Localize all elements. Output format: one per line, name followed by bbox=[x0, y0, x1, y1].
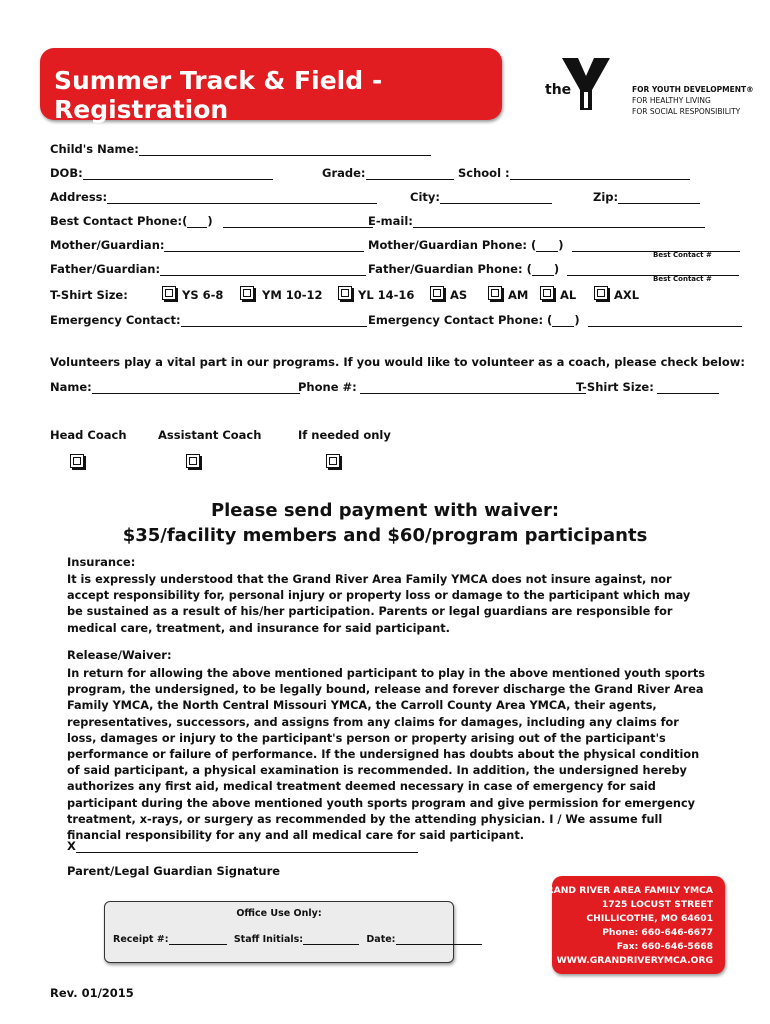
emergency-contact-label: Emergency Contact: bbox=[50, 313, 181, 327]
zip-field[interactable] bbox=[618, 191, 700, 204]
size-yl-label: YL 14-16 bbox=[358, 288, 415, 302]
grade-field[interactable] bbox=[366, 167, 454, 180]
staff-initials-field[interactable] bbox=[303, 934, 359, 945]
size-al-checkbox[interactable] bbox=[540, 286, 554, 300]
child-name-label: Child's Name: bbox=[50, 142, 139, 156]
release-heading: Release/Waiver: bbox=[67, 648, 172, 662]
address-label: Address: bbox=[50, 190, 108, 204]
best-contact-note: Best Contact # bbox=[653, 251, 712, 259]
size-ym-checkbox[interactable] bbox=[240, 286, 254, 300]
volunteer-name-row bbox=[50, 380, 300, 394]
insurance-heading: Insurance: bbox=[67, 555, 136, 569]
size-yl-checkbox[interactable] bbox=[338, 286, 352, 300]
signature-field[interactable] bbox=[76, 840, 418, 853]
insurance-text: It is expressly understood that the Grand River Area Family YMCA does not insure against, nor accept responsibility for, personal injury or property loss or damage to the participant which may be sustained as a result of his/her participation. Parents or legal guardians are responsible for medical care, treatment, and insurance for said participant. bbox=[67, 573, 691, 635]
signature-row bbox=[67, 839, 418, 853]
mother-phone-label: Mother/Guardian Phone: ( bbox=[368, 238, 537, 252]
size-as-label: AS bbox=[450, 288, 468, 302]
date-field[interactable] bbox=[396, 934, 482, 945]
paren-close: ) bbox=[207, 214, 213, 228]
emergency-phone-label: Emergency Contact Phone: ( bbox=[368, 313, 553, 327]
email-label: E-mail: bbox=[368, 214, 413, 228]
office-fields bbox=[113, 934, 482, 945]
father-field[interactable] bbox=[160, 263, 366, 276]
contact-street: 1725 LOCUST STREET bbox=[601, 899, 713, 910]
contact-fax: Fax: 660-646-5668 bbox=[616, 941, 713, 952]
size-axl-checkbox[interactable] bbox=[594, 286, 608, 300]
size-am-label: AM bbox=[508, 288, 529, 302]
size-ym-label: YM 10-12 bbox=[262, 288, 323, 302]
best-contact-label: Best Contact Phone:( bbox=[50, 214, 188, 228]
signature-label: Parent/Legal Guardian Signature bbox=[67, 864, 281, 878]
best-contact-row bbox=[50, 214, 373, 228]
office-use-title: Office Use Only: bbox=[236, 908, 322, 919]
volunteer-tshirt-label: T-Shirt Size: bbox=[576, 380, 654, 394]
head-coach-checkbox[interactable] bbox=[70, 454, 84, 468]
mother-area-code[interactable] bbox=[536, 239, 558, 252]
signature-x: X bbox=[67, 839, 76, 853]
father-phone-row bbox=[368, 262, 739, 276]
zip-row bbox=[593, 190, 700, 204]
mother-row bbox=[50, 238, 364, 252]
mother-field[interactable] bbox=[164, 239, 364, 252]
receipt-label: Receipt #: bbox=[113, 934, 169, 945]
emergency-contact-row bbox=[50, 313, 367, 327]
dob-field[interactable] bbox=[83, 167, 273, 180]
contact-website[interactable]: WWW.GRANDRIVERYMCA.ORG bbox=[556, 955, 713, 966]
zip-label: Zip: bbox=[593, 190, 619, 204]
address-row bbox=[50, 190, 377, 204]
revision-label: Rev. 01/2015 bbox=[50, 986, 134, 1000]
volunteer-name-label: Name: bbox=[50, 380, 92, 394]
volunteer-intro: Volunteers play a vital part in our programs. If you would like to volunteer as a coach, please check below: bbox=[50, 355, 745, 369]
emergency-phone-row bbox=[368, 313, 742, 327]
date-label: Date: bbox=[366, 934, 396, 945]
volunteer-name-field[interactable] bbox=[92, 381, 300, 394]
paren-close: ) bbox=[574, 313, 580, 327]
child-name-row bbox=[50, 142, 431, 156]
volunteer-phone-field[interactable] bbox=[360, 381, 586, 394]
father-row bbox=[50, 262, 366, 276]
payment-amounts: $35/facility members and $60/program participants bbox=[122, 525, 648, 546]
school-label: School : bbox=[458, 166, 510, 180]
title-banner bbox=[40, 48, 502, 124]
tshirt-size-label: T-Shirt Size: bbox=[50, 288, 128, 302]
child-name-field[interactable] bbox=[139, 143, 431, 156]
volunteer-tshirt-field[interactable] bbox=[657, 381, 719, 394]
address-field[interactable] bbox=[107, 191, 377, 204]
grade-label: Grade: bbox=[322, 166, 366, 180]
size-am-checkbox[interactable] bbox=[488, 286, 502, 300]
city-row bbox=[410, 190, 552, 204]
payment-heading: Please send payment with waiver: bbox=[210, 500, 560, 521]
contact-city: CHILLICOTHE, MO 64601 bbox=[586, 913, 713, 924]
contact-org-name: GRAND RIVER AREA FAMILY YMCA bbox=[539, 885, 713, 896]
logo-the-text: the bbox=[545, 82, 572, 98]
tagline-line: FOR HEALTHY LIVING bbox=[632, 96, 711, 105]
size-ys-label: YS 6-8 bbox=[182, 288, 224, 302]
dob-label: DOB: bbox=[50, 166, 83, 180]
role-head-coach-label: Head Coach bbox=[50, 428, 127, 442]
mother-phone-row bbox=[368, 238, 740, 252]
father-label: Father/Guardian: bbox=[50, 262, 161, 276]
mother-label: Mother/Guardian: bbox=[50, 238, 165, 252]
emergency-phone-field[interactable] bbox=[588, 314, 742, 327]
size-axl-label: AXL bbox=[614, 288, 640, 302]
release-text: In return for allowing the above mentioned participant to play in the above mentioned youth sports program, the undersigned, to be legally bound, release and forever discharge the Grand River Area Family YMCA, the North Central Missouri YMCA, the Carroll County Area YMCA, their agents, representatives, successors, and assigns from any claims for damages, including any claims for loss, damages or injury to the participant's person or property arising out of the participant's performance or failure of performance. If the undersigned has doubts about the physical condition of said participant, a physical examination is recommended. In addition, the undersigned hereby authorizes any first aid, medical treatment deemed necessary in case of emergency for said participant during the above mentioned youth sports program and give permission for emergency treatment, x-rays, or surgery as recommended by the attending physician. I / We assume full financial responsibility for any and all medical care for said participant. bbox=[67, 667, 705, 843]
grade-row bbox=[322, 166, 454, 180]
assistant-coach-checkbox[interactable] bbox=[186, 454, 200, 468]
receipt-field[interactable] bbox=[169, 934, 227, 945]
ymca-contact-box bbox=[539, 876, 725, 974]
city-label: City: bbox=[410, 190, 440, 204]
size-as-checkbox[interactable] bbox=[430, 286, 444, 300]
form-title: Summer Track & Field -Registration bbox=[54, 66, 383, 124]
size-al-label: AL bbox=[560, 288, 577, 302]
email-field[interactable] bbox=[413, 215, 705, 228]
ymca-y-logo-icon bbox=[560, 56, 612, 112]
tagline-line: FOR SOCIAL RESPONSIBILITY bbox=[632, 107, 741, 116]
staff-initials-label: Staff Initials: bbox=[233, 934, 304, 945]
volunteer-phone-label: Phone #: bbox=[298, 380, 357, 394]
size-ys-checkbox[interactable] bbox=[162, 286, 176, 300]
office-use-box bbox=[104, 901, 454, 963]
city-field[interactable] bbox=[440, 191, 552, 204]
dob-row bbox=[50, 166, 273, 180]
school-field[interactable] bbox=[510, 167, 690, 180]
if-needed-checkbox[interactable] bbox=[326, 454, 340, 468]
father-area-code[interactable] bbox=[532, 263, 554, 276]
best-contact-note: Best Contact # bbox=[653, 275, 712, 283]
role-assistant-coach-label: Assistant Coach bbox=[158, 428, 262, 442]
role-if-needed-label: If needed only bbox=[298, 428, 391, 442]
paren-close: ) bbox=[558, 238, 564, 252]
paren-close: ) bbox=[553, 262, 560, 276]
email-row bbox=[368, 214, 705, 228]
ymca-tagline bbox=[632, 84, 754, 117]
emergency-area-code[interactable] bbox=[552, 314, 574, 327]
father-phone-label: Father/Guardian Phone: ( bbox=[368, 262, 532, 276]
school-row bbox=[458, 166, 690, 180]
best-contact-phone-field[interactable] bbox=[223, 215, 373, 228]
contact-phone: Phone: 660-646-6677 bbox=[602, 927, 713, 938]
volunteer-phone-row bbox=[298, 380, 586, 394]
tagline-line: FOR YOUTH DEVELOPMENT® bbox=[632, 85, 754, 94]
emergency-contact-field[interactable] bbox=[181, 314, 367, 327]
best-contact-area-code[interactable] bbox=[187, 215, 207, 228]
volunteer-tshirt-row bbox=[576, 380, 719, 394]
